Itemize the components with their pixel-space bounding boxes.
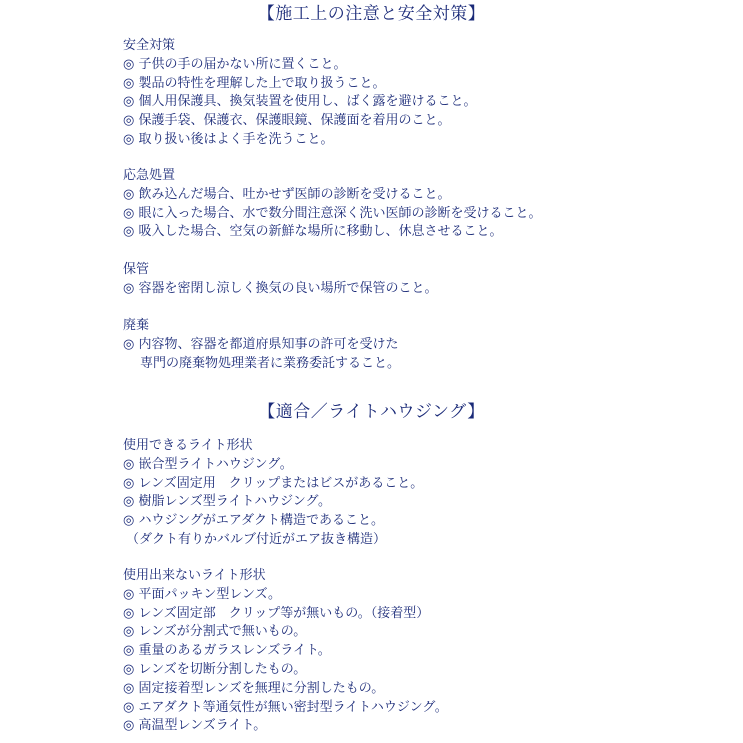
section-heading: 保管 — [123, 262, 150, 277]
section-heading: 廃棄 — [123, 318, 150, 333]
disposal-section — [123, 317, 723, 373]
list-item: ◎ レンズ固定用 クリップまたはビスがあること。 — [123, 475, 424, 491]
section-title-safety: 【施工上の注意と安全対策】 — [257, 4, 486, 24]
list-item: ◎ 子供の手の届かない所に置くこと。 — [123, 56, 347, 72]
list-item: ◎ 重量のあるガラスレンズライト。 — [123, 643, 331, 659]
list-item: ◎ 飲み込んだ場合、吐かせず医師の診断を受けること。 — [123, 186, 451, 202]
list-item: ◎ 吸入した場合、空気の新鮮な場所に移動し、休息させること。 — [123, 224, 503, 240]
list-item: ◎ 眼に入った場合、水で数分間注意深く洗い医師の診断を受けること。 — [123, 205, 542, 221]
list-item-continuation: 専門の廃棄物処理業者に業務委託すること。 — [140, 355, 401, 371]
list-item: ◎ 平面パッキン型レンズ。 — [123, 586, 282, 602]
usable-light-shapes-section — [123, 437, 723, 550]
section-heading: 使用できるライト形状 — [123, 438, 253, 453]
section-heading: 応急処置 — [123, 168, 176, 183]
list-item: ◎ 容器を密閉し涼しく換気の良い場所で保管のこと。 — [123, 280, 438, 296]
list-item: ◎ 個人用保護具、換気装置を使用し、ばく露を避けること。 — [123, 94, 477, 110]
list-item: ◎ 製品の特性を理解した上で取り扱うこと。 — [123, 75, 386, 91]
list-item: ◎ 保護手袋、保護衣、保護眼鏡、保護面を着用のこと。 — [123, 113, 451, 129]
list-item: ◎ レンズ固定部 クリップ等が無いもの。（接着型） — [123, 605, 430, 621]
safety-measures-section — [123, 37, 723, 150]
unusable-light-shapes-section — [123, 567, 723, 736]
list-item-note: （ダクト有りかバルブ付近がエア抜き構造） — [126, 531, 387, 547]
list-item: ◎ レンズが分割式で無いもの。 — [123, 624, 307, 640]
list-item: ◎ エアダクト等通気性が無い密封型ライトハウジング。 — [123, 699, 448, 715]
list-item: ◎ 内容物、容器を都道府県知事の許可を受けた — [123, 336, 399, 352]
storage-section — [123, 261, 723, 299]
first-aid-section — [123, 167, 723, 242]
list-item: ◎ 樹脂レンズ型ライトハウジング。 — [123, 494, 332, 510]
list-item: ◎ レンズを切断分割したもの。 — [123, 661, 307, 677]
list-item: ◎ 固定接着型レンズを無理に分割したもの。 — [123, 680, 385, 696]
list-item: ◎ 高温型レンズライト。 — [123, 718, 267, 734]
list-item: ◎ ハウジングがエアダクト構造であること。 — [123, 513, 384, 529]
list-item: ◎ 取り扱い後はよく手を洗うこと。 — [123, 131, 334, 147]
section-title-compatibility: 【適合／ライトハウジング】 — [258, 402, 485, 422]
list-item: ◎ 嵌合型ライトハウジング。 — [123, 456, 293, 472]
section-heading: 安全対策 — [123, 38, 176, 53]
section-heading: 使用出来ないライト形状 — [123, 568, 266, 583]
